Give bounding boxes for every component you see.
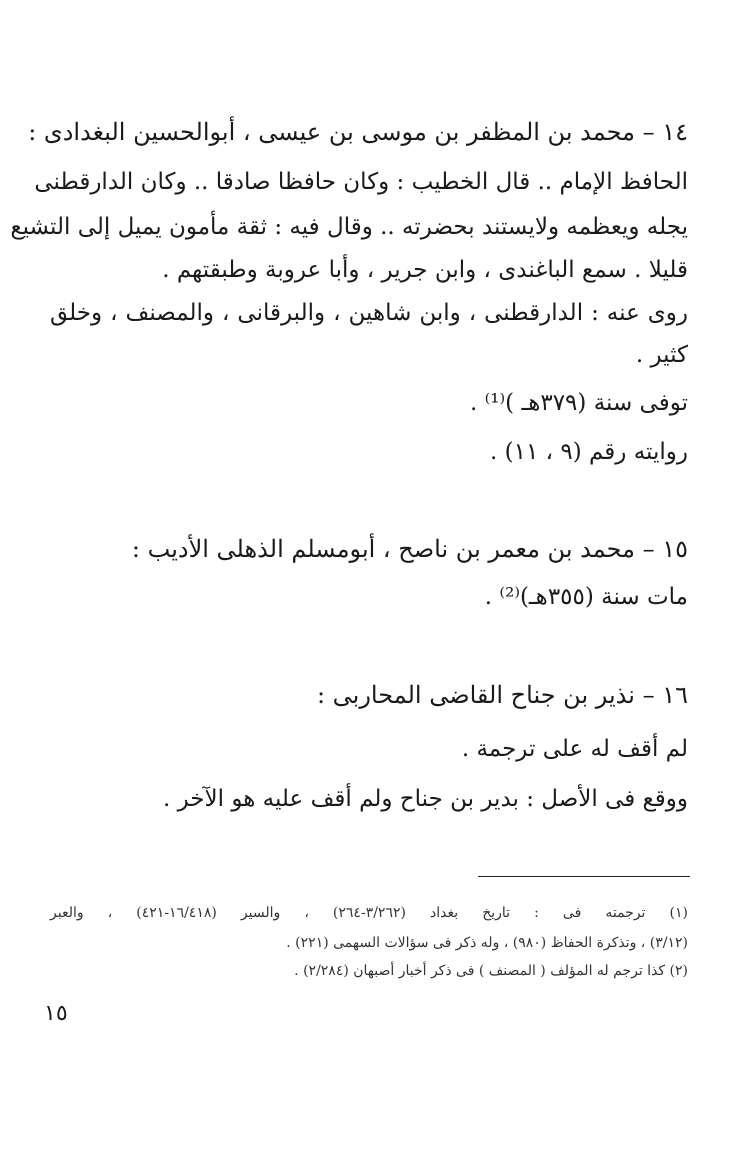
- footnote-separator: [478, 876, 690, 877]
- page-number: ١٥: [44, 1001, 68, 1026]
- entry-14-riwayat: روايته رقم (٩ ، ١١) .: [489, 439, 688, 465]
- footnote-1-line-1: (١) ترجمته فى : تاريخ بغداد (٣/٢٦٢-٢٦٤) ، والسير (١٦/٤١٨-٤٢١) ، والعبر: [50, 905, 688, 921]
- entry-14-death: توفى سنة (٣٧٩هـ )⁽¹⁾ .: [470, 390, 688, 416]
- entry-14-narrators-line-1: روى عنه : الدارقطنى ، وابن شاهين ، والبرقانى ، والمصنف ، وخلق: [50, 300, 688, 326]
- entry-15-heading: ١٥ – محمد بن معمر بن ناصح ، أبومسلم الذهلى الأديب :: [131, 535, 688, 563]
- entry-14-narrators-line-2: كثير .: [635, 342, 688, 368]
- entry-16-heading: ١٦ – نذير بن جناح القاضى المحاربى :: [316, 681, 688, 709]
- entry-15-death: مات سنة (٣٥٥هـ)⁽²⁾ .: [484, 584, 688, 610]
- footnote-1-line-2: (٣/١٢) ، وتذكرة الحفاظ (٩٨٠) ، وله ذكر فى سؤالات السهمى (٢٢١) .: [286, 935, 688, 951]
- entry-14-bio-line-3: قليلا . سمع الباغندى ، وابن جرير ، وأبا عروبة وطبقتهم .: [162, 257, 688, 283]
- footnote-2: (٢) كذا ترجم له المؤلف ( المصنف ) فى ذكر أخبار أصبهان (٢/٢٨٤) .: [294, 963, 688, 979]
- entry-16-note-2: ووقع فى الأصل : بدير بن جناح ولم أقف عليه هو الآخر .: [162, 786, 688, 812]
- entry-14-bio-line-2: يجله ويعظمه ولايستند بحضرته .. وقال فيه : ثقة مأمون يميل إلى التشيع: [10, 214, 688, 240]
- entry-14-heading: ١٤ – محمد بن المظفر بن موسى بن عيسى ، أبوالحسين البغدادى :: [28, 118, 688, 146]
- entry-16-note-1: لم أقف له على ترجمة .: [461, 736, 688, 762]
- entry-14-bio-line-1: الحافظ الإمام .. قال الخطيب : وكان حافظا صادقا .. وكان الدارقطنى: [34, 169, 688, 195]
